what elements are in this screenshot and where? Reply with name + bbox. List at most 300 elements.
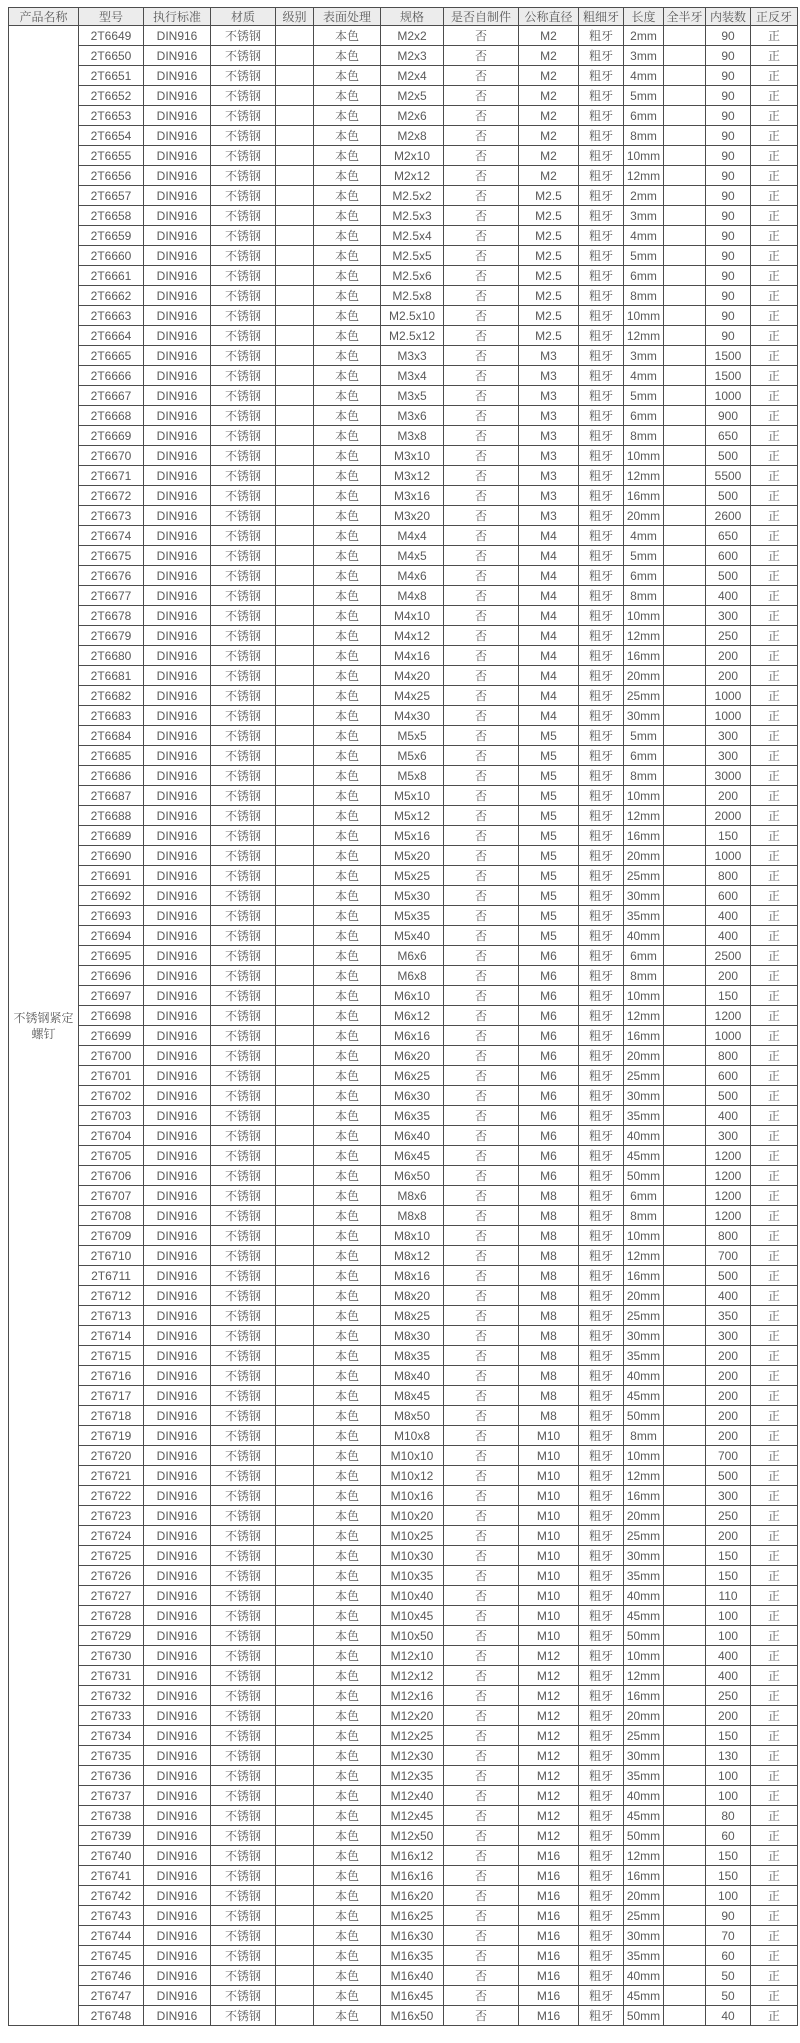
cell-length: 10mm	[624, 146, 664, 166]
table-row	[9, 1586, 798, 1606]
cell-inner-qty: 90	[706, 206, 751, 226]
cell-model: 2T6660	[79, 246, 144, 266]
cell-grade	[276, 366, 314, 386]
cell-full-half-thread	[664, 1946, 706, 1966]
cell-grade	[276, 1286, 314, 1306]
cell-length: 20mm	[624, 846, 664, 866]
cell-length: 40mm	[624, 1786, 664, 1806]
cell-thread-type: 粗牙	[579, 866, 624, 886]
cell-length: 25mm	[624, 1526, 664, 1546]
cell-spec: M3x5	[381, 386, 444, 406]
cell-grade	[276, 26, 314, 46]
cell-grade	[276, 1806, 314, 1826]
cell-model: 2T6664	[79, 326, 144, 346]
cell-material: 不锈钢	[211, 1086, 276, 1106]
cell-inner-qty: 80	[706, 1806, 751, 1826]
cell-standard: DIN916	[144, 1706, 211, 1726]
cell-inner-qty: 100	[706, 1886, 751, 1906]
cell-model: 2T6734	[79, 1726, 144, 1746]
cell-thread-type: 粗牙	[579, 306, 624, 326]
table-row	[9, 806, 798, 826]
cell-inner-qty: 300	[706, 1486, 751, 1506]
cell-surface: 本色	[314, 666, 381, 686]
cell-standard: DIN916	[144, 786, 211, 806]
cell-thread-direction: 正	[751, 846, 798, 866]
cell-material: 不锈钢	[211, 1606, 276, 1626]
cell-thread-direction: 正	[751, 346, 798, 366]
table-row	[9, 1466, 798, 1486]
cell-length: 6mm	[624, 406, 664, 426]
cell-spec: M2x3	[381, 46, 444, 66]
cell-thread-type: 粗牙	[579, 2006, 624, 2026]
cell-thread-direction: 正	[751, 746, 798, 766]
cell-grade	[276, 786, 314, 806]
cell-grade	[276, 1646, 314, 1666]
cell-diameter: M2.5	[519, 206, 579, 226]
cell-diameter: M2.5	[519, 306, 579, 326]
cell-thread-type: 粗牙	[579, 1446, 624, 1466]
cell-diameter: M8	[519, 1326, 579, 1346]
cell-thread-type: 粗牙	[579, 1106, 624, 1126]
cell-model: 2T6731	[79, 1666, 144, 1686]
table-row	[9, 426, 798, 446]
cell-self-made: 否	[444, 1986, 519, 2006]
cell-thread-direction: 正	[751, 1186, 798, 1206]
cell-thread-direction: 正	[751, 766, 798, 786]
cell-diameter: M4	[519, 606, 579, 626]
cell-thread-type: 粗牙	[579, 1226, 624, 1246]
cell-model: 2T6688	[79, 806, 144, 826]
cell-spec: M8x8	[381, 1206, 444, 1226]
cell-full-half-thread	[664, 1346, 706, 1366]
cell-standard: DIN916	[144, 1346, 211, 1366]
cell-thread-type: 粗牙	[579, 586, 624, 606]
cell-inner-qty: 400	[706, 926, 751, 946]
cell-surface: 本色	[314, 1066, 381, 1086]
cell-standard: DIN916	[144, 366, 211, 386]
cell-length: 10mm	[624, 1226, 664, 1246]
cell-spec: M4x8	[381, 586, 444, 606]
cell-length: 35mm	[624, 1106, 664, 1126]
cell-diameter: M6	[519, 986, 579, 1006]
cell-model: 2T6669	[79, 426, 144, 446]
cell-diameter: M4	[519, 686, 579, 706]
cell-self-made: 否	[444, 1666, 519, 1686]
cell-grade	[276, 1926, 314, 1946]
table-row	[9, 1506, 798, 1526]
table-row	[9, 1166, 798, 1186]
cell-surface: 本色	[314, 1106, 381, 1126]
cell-thread-direction: 正	[751, 866, 798, 886]
cell-material: 不锈钢	[211, 1286, 276, 1306]
table-row	[9, 1886, 798, 1906]
cell-spec: M2.5x5	[381, 246, 444, 266]
cell-standard: DIN916	[144, 1166, 211, 1186]
cell-material: 不锈钢	[211, 206, 276, 226]
cell-thread-direction: 正	[751, 1946, 798, 1966]
cell-material: 不锈钢	[211, 886, 276, 906]
cell-self-made: 否	[444, 1066, 519, 1086]
cell-standard: DIN916	[144, 1726, 211, 1746]
cell-diameter: M10	[519, 1506, 579, 1526]
cell-inner-qty: 300	[706, 1326, 751, 1346]
cell-full-half-thread	[664, 226, 706, 246]
table-row	[9, 466, 798, 486]
table-row	[9, 1446, 798, 1466]
cell-self-made: 否	[444, 806, 519, 826]
cell-surface: 本色	[314, 1086, 381, 1106]
cell-grade	[276, 626, 314, 646]
cell-self-made: 否	[444, 986, 519, 1006]
cell-material: 不锈钢	[211, 1186, 276, 1206]
cell-standard: DIN916	[144, 1766, 211, 1786]
cell-material: 不锈钢	[211, 306, 276, 326]
cell-self-made: 否	[444, 106, 519, 126]
table-row	[9, 1366, 798, 1386]
cell-thread-direction: 正	[751, 1386, 798, 1406]
cell-material: 不锈钢	[211, 1426, 276, 1446]
cell-spec: M2.5x8	[381, 286, 444, 306]
cell-self-made: 否	[444, 1386, 519, 1406]
cell-inner-qty: 90	[706, 66, 751, 86]
cell-surface: 本色	[314, 826, 381, 846]
cell-self-made: 否	[444, 666, 519, 686]
col-grade: 级别	[276, 8, 314, 26]
cell-self-made: 否	[444, 446, 519, 466]
cell-diameter: M5	[519, 826, 579, 846]
cell-thread-type: 粗牙	[579, 1846, 624, 1866]
cell-spec: M12x30	[381, 1746, 444, 1766]
cell-full-half-thread	[664, 1126, 706, 1146]
cell-full-half-thread	[664, 1606, 706, 1626]
cell-material: 不锈钢	[211, 1146, 276, 1166]
cell-material: 不锈钢	[211, 166, 276, 186]
cell-model: 2T6738	[79, 1806, 144, 1826]
cell-model: 2T6716	[79, 1366, 144, 1386]
cell-length: 8mm	[624, 426, 664, 446]
cell-thread-type: 粗牙	[579, 26, 624, 46]
cell-thread-type: 粗牙	[579, 626, 624, 646]
cell-grade	[276, 1406, 314, 1426]
cell-spec: M2.5x2	[381, 186, 444, 206]
cell-standard: DIN916	[144, 566, 211, 586]
cell-thread-type: 粗牙	[579, 166, 624, 186]
table-row	[9, 366, 798, 386]
cell-material: 不锈钢	[211, 1706, 276, 1726]
cell-thread-type: 粗牙	[579, 466, 624, 486]
cell-grade	[276, 1606, 314, 1626]
cell-spec: M4x16	[381, 646, 444, 666]
cell-inner-qty: 90	[706, 266, 751, 286]
cell-spec: M6x20	[381, 1046, 444, 1066]
cell-standard: DIN916	[144, 1546, 211, 1566]
cell-diameter: M2.5	[519, 246, 579, 266]
cell-thread-direction: 正	[751, 1706, 798, 1726]
cell-standard: DIN916	[144, 1946, 211, 1966]
cell-thread-direction: 正	[751, 366, 798, 386]
cell-surface: 本色	[314, 126, 381, 146]
cell-length: 10mm	[624, 1646, 664, 1666]
cell-self-made: 否	[444, 1906, 519, 1926]
cell-length: 30mm	[624, 1326, 664, 1346]
cell-standard: DIN916	[144, 1386, 211, 1406]
cell-surface: 本色	[314, 1846, 381, 1866]
cell-self-made: 否	[444, 1786, 519, 1806]
cell-self-made: 否	[444, 1046, 519, 1066]
cell-self-made: 否	[444, 506, 519, 526]
cell-material: 不锈钢	[211, 786, 276, 806]
cell-thread-direction: 正	[751, 46, 798, 66]
cell-spec: M5x35	[381, 906, 444, 926]
table-row	[9, 1326, 798, 1346]
cell-standard: DIN916	[144, 186, 211, 206]
cell-thread-type: 粗牙	[579, 1866, 624, 1886]
cell-model: 2T6741	[79, 1866, 144, 1886]
cell-thread-type: 粗牙	[579, 1086, 624, 1106]
cell-length: 35mm	[624, 906, 664, 926]
cell-diameter: M12	[519, 1706, 579, 1726]
table-row	[9, 606, 798, 626]
cell-grade	[276, 806, 314, 826]
table-row	[9, 666, 798, 686]
cell-surface: 本色	[314, 746, 381, 766]
cell-grade	[276, 726, 314, 746]
cell-spec: M10x8	[381, 1426, 444, 1446]
table-row	[9, 1946, 798, 1966]
cell-grade	[276, 966, 314, 986]
cell-grade	[276, 866, 314, 886]
cell-grade	[276, 846, 314, 866]
cell-thread-type: 粗牙	[579, 1906, 624, 1926]
cell-self-made: 否	[444, 286, 519, 306]
cell-standard: DIN916	[144, 686, 211, 706]
cell-self-made: 否	[444, 126, 519, 146]
cell-standard: DIN916	[144, 26, 211, 46]
cell-spec: M3x6	[381, 406, 444, 426]
cell-thread-type: 粗牙	[579, 1786, 624, 1806]
cell-grade	[276, 1226, 314, 1246]
cell-material: 不锈钢	[211, 1926, 276, 1946]
cell-diameter: M4	[519, 586, 579, 606]
cell-self-made: 否	[444, 26, 519, 46]
cell-thread-direction: 正	[751, 1446, 798, 1466]
cell-inner-qty: 150	[706, 1846, 751, 1866]
cell-full-half-thread	[664, 866, 706, 886]
cell-surface: 本色	[314, 1626, 381, 1646]
cell-grade	[276, 546, 314, 566]
cell-standard: DIN916	[144, 1906, 211, 1926]
cell-full-half-thread	[664, 806, 706, 826]
cell-grade	[276, 1026, 314, 1046]
cell-full-half-thread	[664, 2006, 706, 2026]
cell-grade	[276, 666, 314, 686]
cell-spec: M6x16	[381, 1026, 444, 1046]
cell-diameter: M4	[519, 706, 579, 726]
cell-length: 8mm	[624, 286, 664, 306]
cell-inner-qty: 100	[706, 1766, 751, 1786]
cell-full-half-thread	[664, 106, 706, 126]
cell-diameter: M5	[519, 866, 579, 886]
cell-inner-qty: 200	[706, 1386, 751, 1406]
cell-spec: M6x12	[381, 1006, 444, 1026]
cell-diameter: M10	[519, 1526, 579, 1546]
cell-full-half-thread	[664, 946, 706, 966]
cell-thread-direction: 正	[751, 666, 798, 686]
cell-diameter: M16	[519, 1926, 579, 1946]
cell-spec: M10x50	[381, 1626, 444, 1646]
cell-inner-qty: 1200	[706, 1146, 751, 1166]
cell-spec: M12x35	[381, 1766, 444, 1786]
cell-model: 2T6676	[79, 566, 144, 586]
cell-standard: DIN916	[144, 1966, 211, 1986]
cell-diameter: M6	[519, 966, 579, 986]
cell-standard: DIN916	[144, 986, 211, 1006]
col-self-made: 是否自制件	[444, 8, 519, 26]
cell-surface: 本色	[314, 946, 381, 966]
table-row	[9, 506, 798, 526]
cell-inner-qty: 800	[706, 866, 751, 886]
cell-material: 不锈钢	[211, 506, 276, 526]
cell-surface: 本色	[314, 1426, 381, 1446]
cell-length: 50mm	[624, 1626, 664, 1646]
cell-model: 2T6655	[79, 146, 144, 166]
cell-inner-qty: 90	[706, 246, 751, 266]
cell-thread-direction: 正	[751, 1106, 798, 1126]
cell-model: 2T6712	[79, 1286, 144, 1306]
cell-self-made: 否	[444, 1146, 519, 1166]
cell-length: 40mm	[624, 1366, 664, 1386]
table-row	[9, 146, 798, 166]
cell-standard: DIN916	[144, 946, 211, 966]
cell-thread-type: 粗牙	[579, 426, 624, 446]
cell-model: 2T6728	[79, 1606, 144, 1626]
cell-self-made: 否	[444, 486, 519, 506]
cell-grade	[276, 1966, 314, 1986]
cell-standard: DIN916	[144, 1886, 211, 1906]
cell-surface: 本色	[314, 306, 381, 326]
cell-thread-direction: 正	[751, 206, 798, 226]
cell-length: 4mm	[624, 226, 664, 246]
cell-standard: DIN916	[144, 1326, 211, 1346]
cell-grade	[276, 1046, 314, 1066]
cell-standard: DIN916	[144, 1506, 211, 1526]
cell-inner-qty: 500	[706, 446, 751, 466]
cell-inner-qty: 1000	[706, 1026, 751, 1046]
col-thread-type: 粗细牙	[579, 8, 624, 26]
cell-standard: DIN916	[144, 646, 211, 666]
cell-surface: 本色	[314, 2006, 381, 2026]
cell-spec: M8x35	[381, 1346, 444, 1366]
cell-length: 5mm	[624, 86, 664, 106]
cell-material: 不锈钢	[211, 46, 276, 66]
cell-inner-qty: 100	[706, 1626, 751, 1646]
cell-full-half-thread	[664, 146, 706, 166]
table-row	[9, 446, 798, 466]
cell-surface: 本色	[314, 1246, 381, 1266]
col-full-half: 全半牙	[664, 8, 706, 26]
cell-thread-direction: 正	[751, 226, 798, 246]
cell-model: 2T6674	[79, 526, 144, 546]
cell-thread-type: 粗牙	[579, 126, 624, 146]
cell-diameter: M4	[519, 566, 579, 586]
cell-full-half-thread	[664, 646, 706, 666]
cell-material: 不锈钢	[211, 2006, 276, 2026]
cell-full-half-thread	[664, 766, 706, 786]
cell-spec: M16x50	[381, 2006, 444, 2026]
cell-standard: DIN916	[144, 1446, 211, 1466]
cell-diameter: M12	[519, 1666, 579, 1686]
cell-self-made: 否	[444, 906, 519, 926]
cell-full-half-thread	[664, 606, 706, 626]
cell-material: 不锈钢	[211, 666, 276, 686]
cell-surface: 本色	[314, 886, 381, 906]
cell-surface: 本色	[314, 1266, 381, 1286]
cell-model: 2T6690	[79, 846, 144, 866]
table-row	[9, 566, 798, 586]
cell-thread-type: 粗牙	[579, 1126, 624, 1146]
cell-full-half-thread	[664, 1406, 706, 1426]
cell-grade	[276, 1246, 314, 1266]
cell-model: 2T6678	[79, 606, 144, 626]
cell-spec: M16x30	[381, 1926, 444, 1946]
cell-thread-type: 粗牙	[579, 1026, 624, 1046]
cell-diameter: M8	[519, 1406, 579, 1426]
cell-thread-direction: 正	[751, 626, 798, 646]
cell-spec: M8x20	[381, 1286, 444, 1306]
table-row	[9, 626, 798, 646]
cell-spec: M6x50	[381, 1166, 444, 1186]
cell-self-made: 否	[444, 166, 519, 186]
cell-standard: DIN916	[144, 1426, 211, 1446]
cell-model: 2T6718	[79, 1406, 144, 1426]
cell-thread-type: 粗牙	[579, 1166, 624, 1186]
cell-material: 不锈钢	[211, 1046, 276, 1066]
cell-spec: M10x25	[381, 1526, 444, 1546]
cell-surface: 本色	[314, 1346, 381, 1366]
cell-spec: M3x20	[381, 506, 444, 526]
cell-thread-direction: 正	[751, 1966, 798, 1986]
cell-self-made: 否	[444, 1646, 519, 1666]
cell-self-made: 否	[444, 466, 519, 486]
cell-spec: M2.5x12	[381, 326, 444, 346]
cell-thread-direction: 正	[751, 566, 798, 586]
cell-model: 2T6736	[79, 1766, 144, 1786]
cell-length: 25mm	[624, 866, 664, 886]
cell-self-made: 否	[444, 366, 519, 386]
cell-thread-direction: 正	[751, 1046, 798, 1066]
cell-full-half-thread	[664, 246, 706, 266]
cell-inner-qty: 90	[706, 226, 751, 246]
cell-diameter: M8	[519, 1366, 579, 1386]
cell-surface: 本色	[314, 1006, 381, 1026]
cell-surface: 本色	[314, 1446, 381, 1466]
cell-full-half-thread	[664, 1386, 706, 1406]
cell-material: 不锈钢	[211, 346, 276, 366]
cell-grade	[276, 1326, 314, 1346]
cell-surface: 本色	[314, 1786, 381, 1806]
cell-thread-type: 粗牙	[579, 986, 624, 1006]
cell-diameter: M5	[519, 806, 579, 826]
cell-thread-direction: 正	[751, 186, 798, 206]
cell-material: 不锈钢	[211, 186, 276, 206]
cell-spec: M5x16	[381, 826, 444, 846]
cell-spec: M2x8	[381, 126, 444, 146]
cell-spec: M4x5	[381, 546, 444, 566]
cell-thread-direction: 正	[751, 966, 798, 986]
table-body	[9, 26, 798, 2026]
cell-surface: 本色	[314, 246, 381, 266]
cell-model: 2T6733	[79, 1706, 144, 1726]
